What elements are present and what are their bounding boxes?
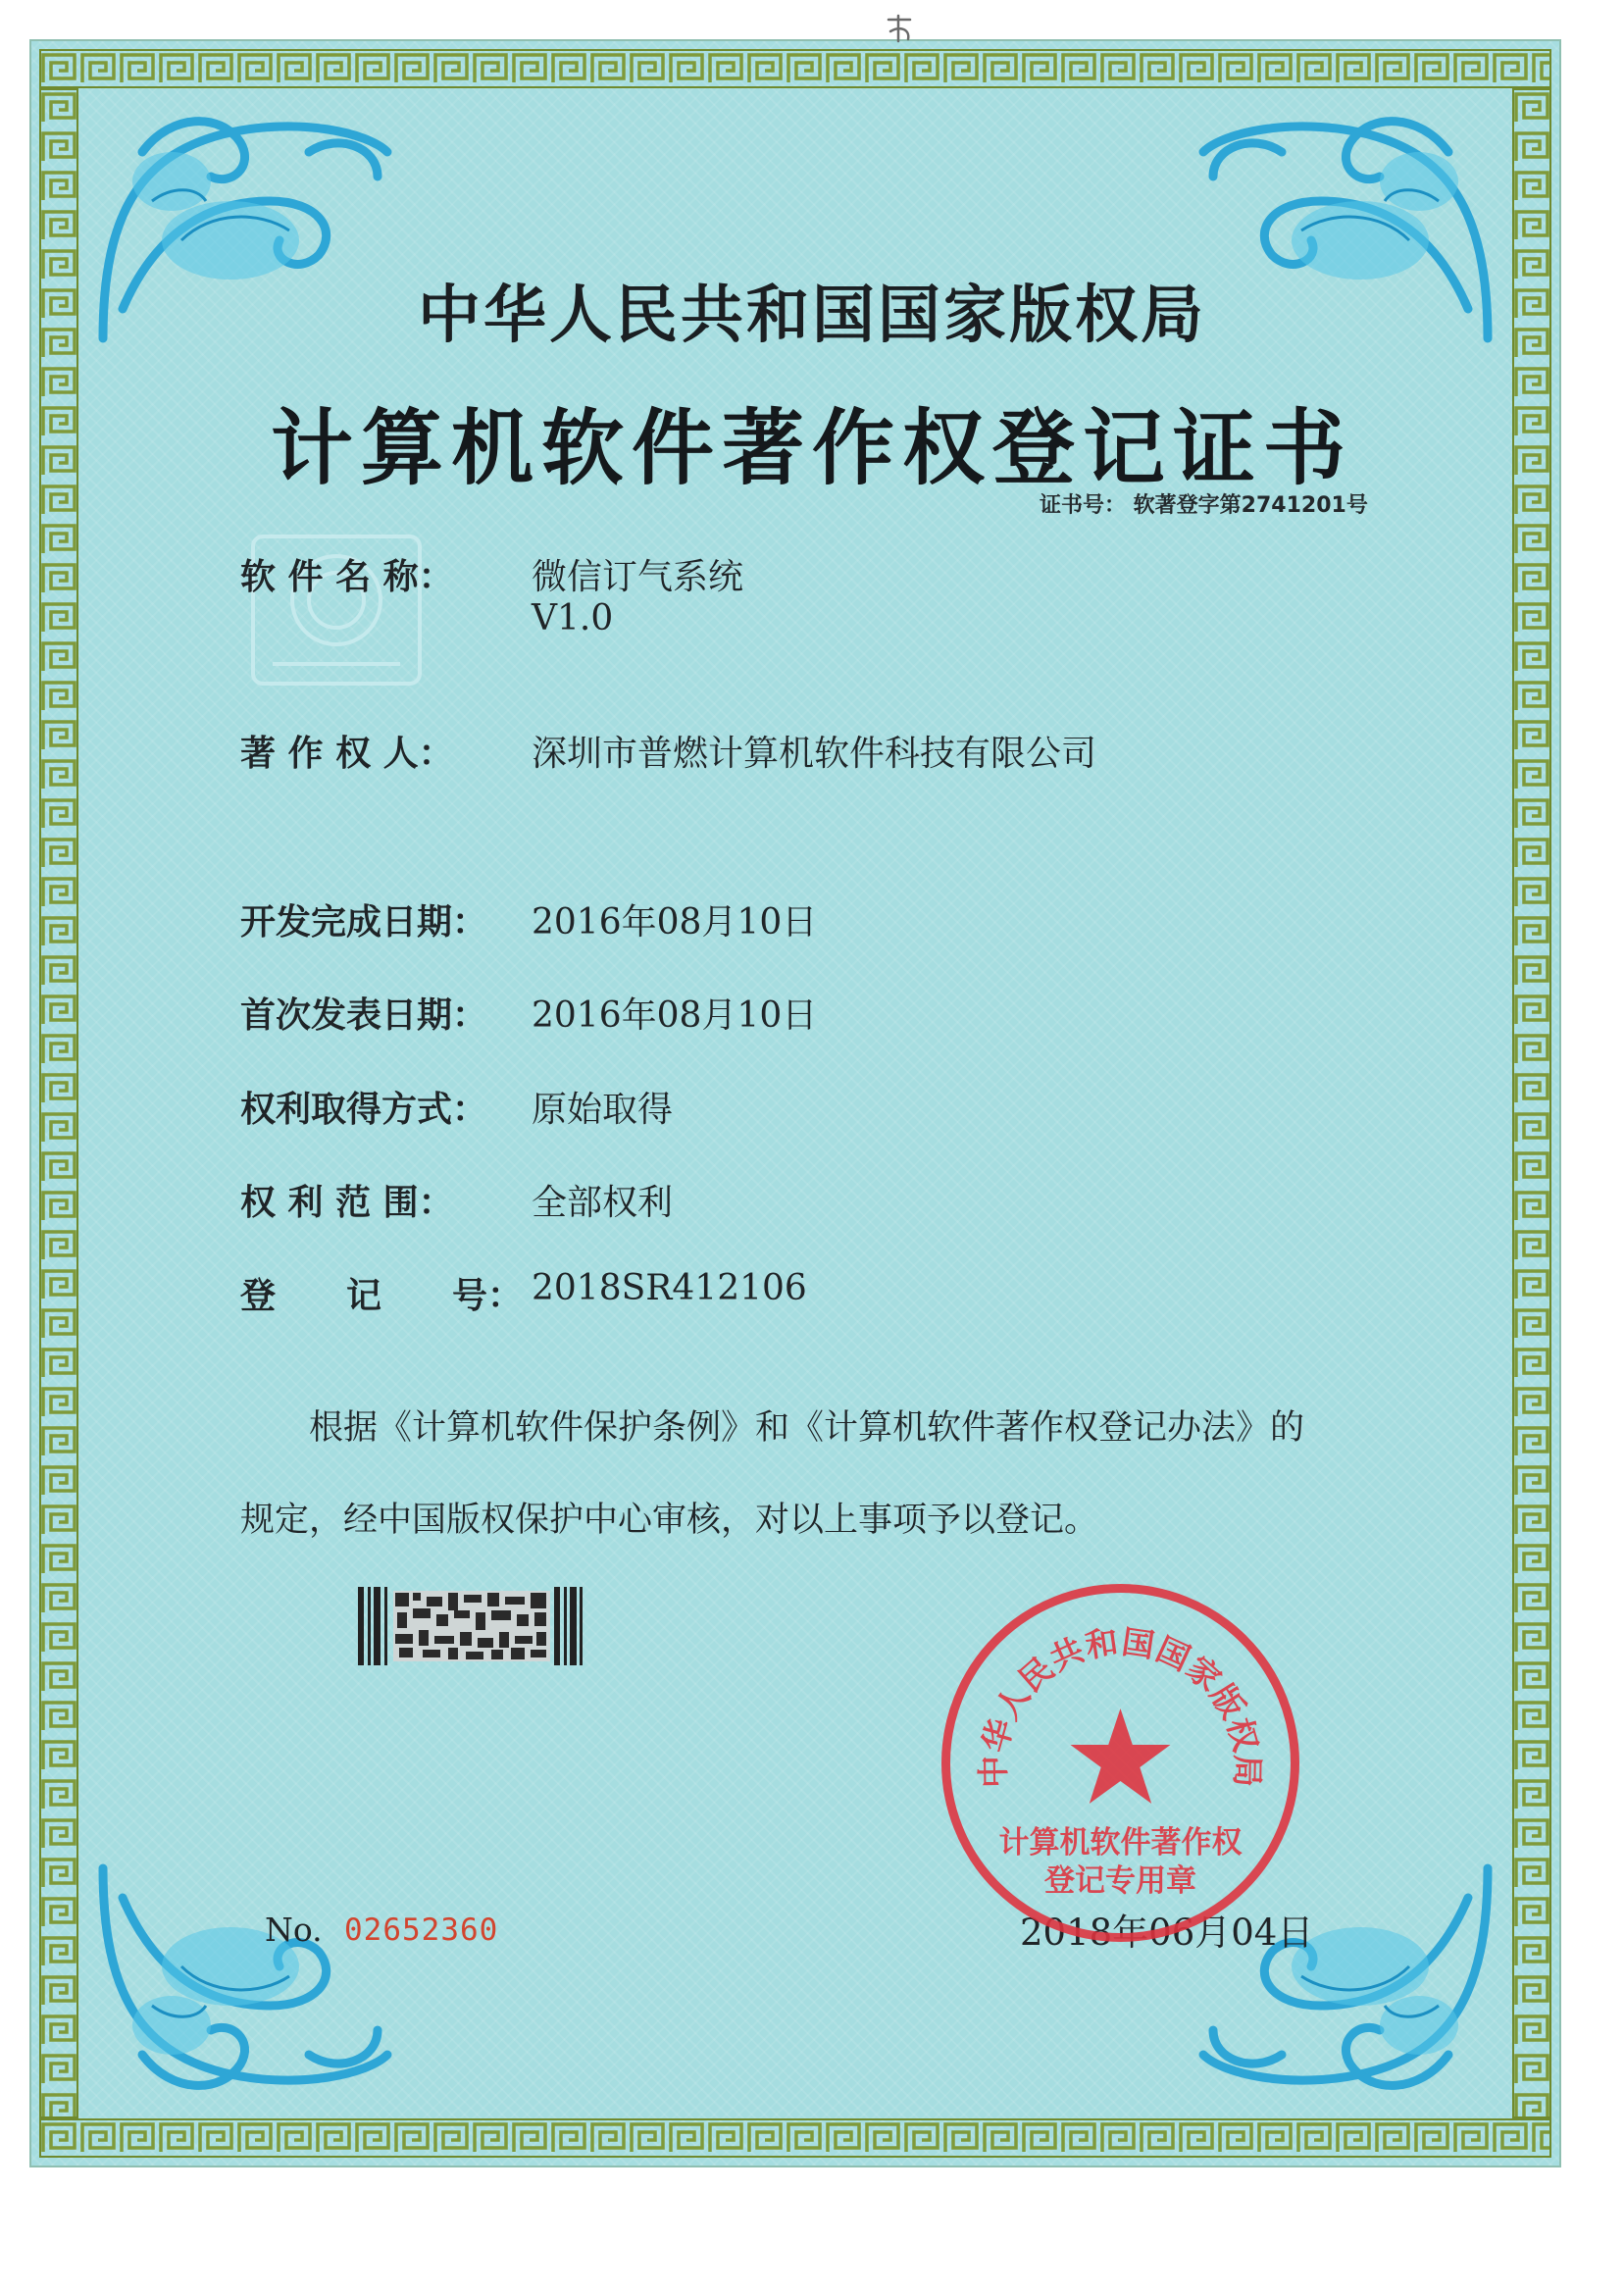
field-value: 2016年08月10日 [532,902,818,943]
field-value: 全部权利 [532,1183,674,1223]
field-value: 微信订气系统 [532,557,744,597]
field-label: 软 件 名 称： [240,556,454,597]
field-label: 首次发表日期： [240,994,488,1036]
field-label: 著 作 权 人： [240,733,454,774]
barcode [358,1587,584,1665]
issue-date: 2018年06月04日 [1020,1912,1314,1954]
statement-line-1: 根据《计算机软件保护条例》和《计算机软件著作权登记办法》的 [309,1408,1305,1448]
pencil-mark [881,12,920,45]
corner-ornament-bottom-left [83,1839,407,2114]
issuing-agency: 中华人民共和国国家版权局 [418,280,1206,352]
serial-label: No. [265,1911,323,1949]
seal-outer-text: 中华人民共和国国家版权局 [974,1622,1267,1789]
seal-inner-line-1: 计算机软件著作权 [998,1825,1243,1861]
field-value: 2016年08月10日 [532,995,818,1036]
fret-border-bottom [39,2118,1551,2158]
field-value: 深圳市普燃计算机软件科技有限公司 [532,734,1097,774]
field-label: 权 利 范 围： [240,1182,454,1223]
official-seal [937,1579,1304,1947]
field-label: 权利取得方式： [240,1089,488,1130]
field-label: 登 记 号： [240,1275,524,1316]
fret-border-top [39,49,1551,88]
statement-line-2: 规定，经中国版权保护中心审核，对以上事项予以登记。 [240,1501,1099,1540]
serial-number: 02652360 [344,1912,499,1948]
seal-inner-line-2: 登记专用章 [1044,1863,1196,1899]
certificate-title: 计算机软件著作权登记证书 [270,400,1353,496]
star-icon [1071,1708,1171,1804]
field-value: 2018SR412106 [532,1268,807,1308]
field-value: 原始取得 [532,1090,674,1130]
field-value-version: V1.0 [532,598,614,638]
field-label: 开发完成日期： [240,901,488,943]
certificate-number: 证书号： 软著登字第2741201号 [1040,493,1368,518]
